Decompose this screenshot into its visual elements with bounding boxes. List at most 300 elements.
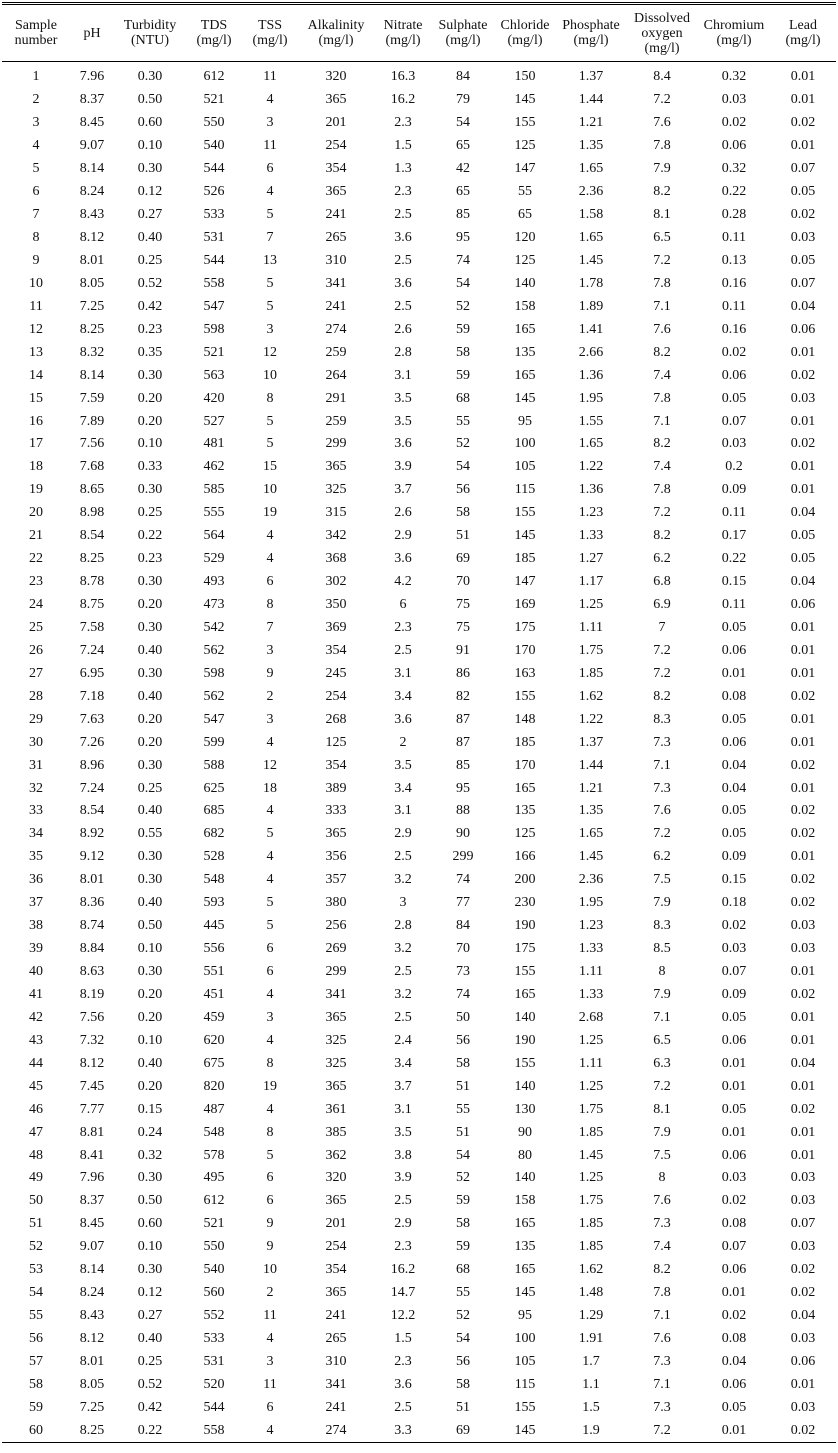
cell-phosphate: 1.45 [578,849,604,865]
cell-sulphate: 58 [456,1376,470,1392]
cell-phosphate: 1.62 [578,688,604,704]
cell-sample-number: 12 [29,321,43,337]
cell-chloride: 120 [514,230,536,246]
table-row [2,731,836,754]
cell-lead: 0.06 [790,321,816,337]
cell-chromium: 0.03 [721,1170,747,1186]
cell-phosphate: 1.25 [578,1032,604,1048]
cell-tss: 8 [266,390,274,406]
cell-alkalinity: 365 [325,826,347,842]
cell-tds: 563 [203,367,225,383]
cell-dissolved-oxygen: 7.2 [653,252,671,268]
cell-lead: 0.02 [790,986,816,1002]
cell-ph: 8.92 [79,826,105,842]
cell-ph: 7.59 [79,390,105,406]
cell-nitrate: 3.4 [394,780,412,796]
cell-chromium: 0.32 [721,69,747,85]
cell-tss: 18 [263,780,277,796]
cell-tds: 540 [203,1262,225,1278]
cell-dissolved-oxygen: 7.9 [653,1124,671,1140]
cell-turbidity: 0.20 [137,734,163,750]
cell-sample-number: 56 [29,1331,43,1347]
cell-nitrate: 3.5 [394,757,412,773]
cell-ph: 8.45 [79,115,105,131]
cell-tds: 533 [203,207,225,223]
cell-tds: 544 [203,252,225,268]
cell-phosphate: 1.48 [578,1285,604,1301]
cell-dissolved-oxygen: 8.2 [653,1262,671,1278]
cell-tss: 3 [266,115,274,131]
cell-phosphate: 1.5 [582,1399,600,1415]
cell-chloride: 147 [514,574,536,590]
cell-tss: 5 [266,826,274,842]
cell-dissolved-oxygen: 8.1 [653,1101,671,1117]
column-header-line: (mg/l) [644,40,680,56]
cell-turbidity: 0.30 [137,161,163,177]
table-row [2,227,836,250]
cell-turbidity: 0.35 [137,344,163,360]
cell-dissolved-oxygen: 7.1 [653,413,671,429]
cell-ph: 8.01 [79,872,105,888]
cell-chromium: 0.07 [721,413,747,429]
cell-alkalinity: 320 [325,1170,347,1186]
column-header-line: (NTU) [130,33,170,48]
cell-dissolved-oxygen: 8.1 [653,207,671,223]
cell-nitrate: 3 [399,895,407,911]
cell-sample-number: 26 [29,642,43,658]
cell-dissolved-oxygen: 7.1 [653,757,671,773]
cell-nitrate: 2.3 [394,115,412,131]
cell-turbidity: 0.30 [137,665,163,681]
cell-chloride: 130 [514,1101,536,1117]
column-header-line: (mg/l) [785,33,821,48]
cell-chromium: 0.22 [721,184,747,200]
cell-turbidity: 0.20 [137,597,163,613]
table-row [2,1373,836,1396]
cell-nitrate: 1.3 [394,161,412,177]
cell-nitrate: 3.1 [394,367,412,383]
cell-sample-number: 27 [29,665,43,681]
column-header-line: Lead [789,18,817,33]
cell-dissolved-oxygen: 7.8 [653,482,671,498]
cell-tss: 5 [266,918,274,934]
cell-tss: 10 [263,1262,277,1278]
cell-chloride: 140 [514,1170,536,1186]
cell-chloride: 145 [494,1419,556,1442]
cell-ph: 8.43 [79,1308,105,1324]
cell-tss: 9 [266,1239,274,1255]
cell-turbidity: 0.10 [137,138,163,154]
cell-turbidity: 0.10 [137,1239,163,1255]
cell-turbidity: 0.15 [137,1101,163,1117]
cell-alkalinity: 254 [325,688,347,704]
cell-chromium: 0.17 [721,528,747,544]
cell-alkalinity: 269 [325,941,347,957]
cell-tds: 542 [203,619,225,635]
cell-sulphate: 85 [456,207,470,223]
cell-sulphate: 59 [456,367,470,383]
cell-tss: 12 [263,344,277,360]
cell-sample-number: 19 [29,482,43,498]
cell-ph: 8.12 [79,1055,105,1071]
cell-tds: 487 [203,1101,225,1117]
cell-lead: 0.04 [790,1055,816,1071]
cell-alkalinity: 291 [325,390,347,406]
cell-phosphate: 1.91 [578,1331,604,1347]
cell-sample-number: 48 [29,1147,43,1163]
cell-phosphate: 1.41 [578,321,604,337]
cell-tss: 12 [263,757,277,773]
cell-phosphate: 1.75 [578,1101,604,1117]
table-row [2,1098,836,1121]
header-row [2,4,836,62]
table-row [2,571,836,594]
cell-tss: 10 [263,482,277,498]
cell-nitrate: 3.8 [394,1147,412,1163]
cell-chloride: 165 [514,1216,536,1232]
cell-chloride: 230 [514,895,536,911]
cell-chromium: 0.05 [721,1009,747,1025]
cell-dissolved-oxygen: 8.5 [653,941,671,957]
cell-dissolved-oxygen: 8.2 [653,344,671,360]
cell-lead: 0.01 [790,1376,816,1392]
cell-turbidity: 0.10 [137,1032,163,1048]
cell-lead: 0.07 [790,275,816,291]
table-row [2,846,836,869]
cell-chromium: 0.05 [721,711,747,727]
table-row [2,800,836,823]
cell-ph: 7.96 [79,69,105,85]
cell-phosphate: 1.85 [578,1216,604,1232]
cell-ph: 8.05 [79,1376,105,1392]
cell-sulphate: 58 [456,344,470,360]
cell-dissolved-oxygen: 7.9 [653,161,671,177]
cell-dissolved-oxygen: 7.8 [653,275,671,291]
cell-chromium: 0.32 [721,161,747,177]
cell-chloride: 163 [514,665,536,681]
cell-phosphate: 1.37 [578,69,604,85]
cell-chromium: 0.05 [721,1101,747,1117]
table-row [2,1075,836,1098]
cell-phosphate: 1.35 [578,138,604,154]
cell-phosphate: 1.7 [582,1353,600,1369]
cell-turbidity: 0.40 [137,230,163,246]
cell-dissolved-oxygen: 7.4 [653,367,671,383]
cell-turbidity: 0.60 [137,115,163,131]
cell-dissolved-oxygen: 7.2 [653,1078,671,1094]
column-header-line: Phosphate [562,18,620,33]
column-header-line: TSS [257,18,283,33]
cell-chromium: 0.15 [721,574,747,590]
cell-alkalinity: 325 [325,1032,347,1048]
table-body [2,62,836,1443]
cell-nitrate: 2 [399,734,407,750]
column-header-line: Sulphate [438,18,488,33]
cell-alkalinity: 274 [298,1419,374,1442]
cell-dissolved-oxygen: 6.5 [653,1032,671,1048]
cell-tds: 620 [203,1032,225,1048]
cell-ph: 9.12 [79,849,105,865]
column-header-nitrate [374,4,432,62]
cell-lead: 0.03 [790,941,816,957]
cell-lead: 0.02 [790,826,816,842]
cell-alkalinity: 274 [325,321,347,337]
cell-tds: 625 [203,780,225,796]
table-row [2,1213,836,1236]
cell-sample-number: 22 [29,551,43,567]
cell-tds: 528 [203,849,225,865]
cell-alkalinity: 354 [325,642,347,658]
cell-ph: 8.75 [79,597,105,613]
cell-ph: 8.65 [79,482,105,498]
cell-phosphate: 2.36 [578,184,604,200]
cell-turbidity: 0.24 [137,1124,163,1140]
cell-chromium: 0.18 [721,895,747,911]
cell-alkalinity: 356 [325,849,347,865]
cell-chloride: 165 [514,1262,536,1278]
cell-tds: 473 [203,597,225,613]
cell-lead: 0.03 [790,390,816,406]
cell-nitrate: 3.5 [394,413,412,429]
cell-turbidity: 0.33 [137,459,163,475]
cell-sulphate: 70 [456,574,470,590]
cell-phosphate: 1.45 [578,1147,604,1163]
cell-tss: 6 [266,941,274,957]
cell-ph: 8.01 [79,252,105,268]
column-header-line: (mg/l) [445,33,481,48]
cell-dissolved-oxygen: 7.3 [653,1216,671,1232]
cell-dissolved-oxygen: 6.8 [653,574,671,590]
cell-tss: 6 [266,161,274,177]
cell-alkalinity: 369 [325,619,347,635]
cell-dissolved-oxygen: 7.8 [653,390,671,406]
cell-sulphate: 84 [456,69,470,85]
cell-lead: 0.01 [790,344,816,360]
cell-chloride: 170 [514,642,536,658]
cell-nitrate: 2.6 [394,505,412,521]
cell-tss: 5 [266,275,274,291]
cell-chloride: 145 [514,390,536,406]
cell-sulphate: 54 [456,1331,470,1347]
cell-nitrate: 14.7 [390,1285,416,1301]
table-row [2,204,836,227]
cell-turbidity: 0.50 [137,1193,163,1209]
cell-lead: 0.01 [790,1078,816,1094]
cell-turbidity: 0.30 [137,367,163,383]
cell-chloride: 125 [514,826,536,842]
cell-sulphate: 84 [456,918,470,934]
cell-chloride: 155 [514,1399,536,1415]
cell-turbidity: 0.52 [137,275,163,291]
table-row [2,502,836,525]
cell-turbidity: 0.10 [137,941,163,957]
cell-nitrate: 3.7 [394,482,412,498]
column-header-line: (mg/l) [573,33,609,48]
cell-phosphate: 1.65 [578,161,604,177]
cell-phosphate: 1.75 [578,1193,604,1209]
cell-turbidity: 0.27 [137,207,163,223]
cell-tss: 4 [266,1032,274,1048]
table-row [2,89,836,112]
cell-phosphate: 1.44 [578,757,604,773]
cell-alkalinity: 380 [325,895,347,911]
table-row [2,685,836,708]
cell-sample-number: 2 [32,92,40,108]
cell-turbidity: 0.60 [137,1216,163,1232]
cell-tds: 675 [203,1055,225,1071]
cell-chromium: 0.07 [721,964,747,980]
cell-dissolved-oxygen: 7.2 [653,92,671,108]
cell-lead: 0.06 [790,597,816,613]
table-row [2,708,836,731]
cell-ph: 8.37 [79,92,105,108]
cell-tds: 533 [203,1331,225,1347]
table-row [2,639,836,662]
cell-chloride: 200 [514,872,536,888]
cell-chloride: 165 [514,367,536,383]
cell-chloride: 125 [514,138,536,154]
cell-phosphate: 1.25 [578,597,604,613]
cell-alkalinity: 268 [325,711,347,727]
cell-chloride: 145 [514,92,536,108]
column-header-phosphate [556,4,626,62]
cell-chromium: 0.09 [721,986,747,1002]
cell-lead: 0.01 [790,1009,816,1025]
cell-dissolved-oxygen: 7.9 [653,895,671,911]
cell-chromium: 0.22 [721,551,747,567]
cell-sulphate: 65 [456,184,470,200]
cell-chromium: 0.15 [721,872,747,888]
cell-dissolved-oxygen: 7 [658,619,666,635]
cell-nitrate: 2.5 [394,298,412,314]
cell-dissolved-oxygen: 7.2 [653,505,671,521]
cell-phosphate: 1.37 [578,734,604,750]
cell-sulphate: 52 [456,298,470,314]
cell-tss: 4 [266,1331,274,1347]
cell-tss: 15 [263,459,277,475]
cell-chromium: 0.01 [698,1419,770,1442]
cell-turbidity: 0.25 [137,505,163,521]
cell-phosphate: 1.17 [578,574,604,590]
cell-tds: 558 [203,275,225,291]
cell-tss: 6 [266,1399,274,1415]
cell-chloride: 155 [514,688,536,704]
cell-lead: 0.01 [790,642,816,658]
cell-phosphate: 1.23 [578,918,604,934]
cell-sample-number: 57 [29,1353,43,1369]
cell-lead: 0.01 [790,964,816,980]
cell-chloride: 140 [514,1009,536,1025]
cell-tds: 459 [203,1009,225,1025]
column-header-line: (mg/l) [507,33,543,48]
cell-sulphate: 50 [456,1009,470,1025]
cell-lead: 0.03 [790,1399,816,1415]
column-header-tss [242,4,298,62]
cell-lead: 0.01 [790,1147,816,1163]
column-header-line: (mg/l) [318,33,354,48]
cell-ph: 8.24 [79,184,105,200]
table-row [2,1282,836,1305]
cell-tss: 4 [266,986,274,1002]
cell-sample-number: 5 [32,161,40,177]
cell-ph: 8.54 [79,803,105,819]
cell-sample-number: 24 [29,597,43,613]
cell-ph: 8.98 [79,505,105,521]
cell-turbidity: 0.20 [137,1078,163,1094]
table-row [2,410,836,433]
cell-ph: 7.63 [79,711,105,727]
cell-chromium: 0.16 [721,321,747,337]
cell-chloride: 125 [514,252,536,268]
cell-dissolved-oxygen: 7.2 [653,826,671,842]
cell-dissolved-oxygen: 8.2 [653,184,671,200]
cell-alkalinity: 265 [325,230,347,246]
cell-nitrate: 2.9 [394,1216,412,1232]
cell-sample-number: 37 [29,895,43,911]
cell-turbidity: 0.40 [137,1055,163,1071]
cell-alkalinity: 354 [325,1262,347,1278]
table-row [2,181,836,204]
cell-sulphate: 55 [456,413,470,429]
cell-chromium: 0.03 [721,92,747,108]
cell-nitrate: 3.6 [394,711,412,727]
cell-phosphate: 1.85 [578,1239,604,1255]
cell-nitrate: 2.3 [394,1239,412,1255]
cell-chromium: 0.07 [721,1239,747,1255]
cell-turbidity: 0.12 [137,184,163,200]
cell-sulphate: 87 [456,711,470,727]
cell-alkalinity: 315 [325,505,347,521]
cell-alkalinity: 125 [325,734,347,750]
cell-nitrate: 16.3 [390,69,416,85]
cell-tss: 4 [266,528,274,544]
cell-alkalinity: 201 [325,115,347,131]
cell-tss: 7 [266,230,274,246]
cell-lead: 0.07 [790,161,816,177]
column-header-chloride [494,4,556,62]
table-row [2,1144,836,1167]
cell-alkalinity: 325 [325,482,347,498]
cell-nitrate: 3.1 [394,1101,412,1117]
cell-sulphate: 51 [456,1124,470,1140]
cell-sulphate: 91 [456,642,470,658]
cell-tss: 3 [266,642,274,658]
table-row [2,1396,836,1419]
cell-tds: 462 [203,459,225,475]
cell-nitrate: 2.4 [394,1032,412,1048]
cell-phosphate: 1.25 [578,1170,604,1186]
cell-lead: 0.02 [790,1262,816,1278]
cell-sulphate: 95 [456,230,470,246]
cell-ph: 8.14 [79,367,105,383]
cell-turbidity: 0.55 [137,826,163,842]
cell-alkalinity: 333 [325,803,347,819]
cell-alkalinity: 265 [325,1331,347,1347]
cell-chloride: 175 [514,941,536,957]
table-row [2,1121,836,1144]
table-row [2,456,836,479]
cell-tss: 4 [266,1101,274,1117]
cell-alkalinity: 256 [325,918,347,934]
cell-chloride: 135 [514,803,536,819]
cell-sample-number: 16 [29,413,43,429]
table-row [2,112,836,135]
cell-chloride: 80 [518,1147,532,1163]
cell-tds: 544 [203,161,225,177]
cell-ph: 8.74 [79,918,105,934]
cell-dissolved-oxygen: 8.4 [653,69,671,85]
cell-chromium: 0.01 [721,1055,747,1071]
